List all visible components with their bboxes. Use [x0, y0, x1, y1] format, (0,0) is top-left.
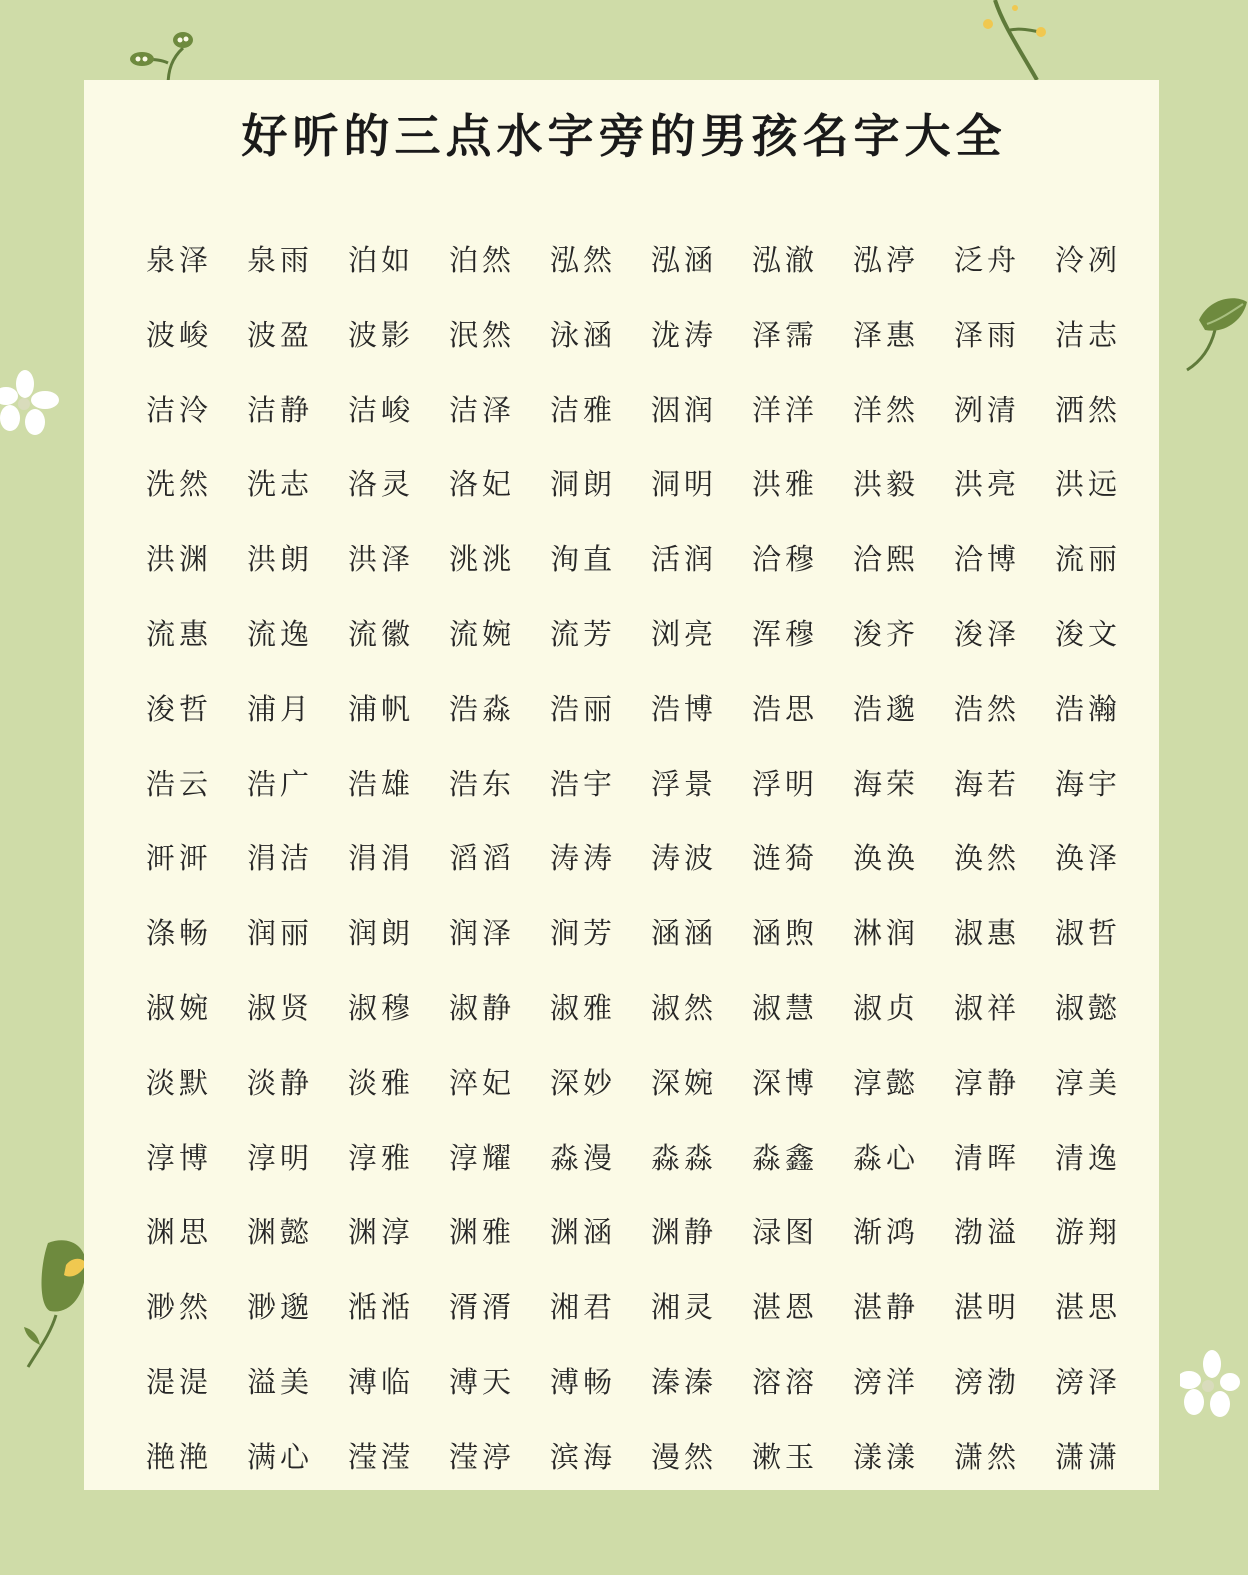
name-item: 涣涣 [853, 841, 920, 876]
name-item: 浩博 [651, 691, 718, 726]
name-item: 浦月 [247, 691, 314, 726]
name-item: 淳耀 [449, 1140, 516, 1175]
name-item: 润泽 [449, 916, 516, 951]
name-item: 泽霈 [752, 317, 819, 352]
name-item: 洪远 [1055, 467, 1122, 502]
name-item: 渊涵 [550, 1215, 617, 1250]
name-item: 渊懿 [247, 1215, 314, 1250]
name-item: 渊淳 [348, 1215, 415, 1250]
name-item: 湛恩 [752, 1290, 819, 1325]
name-item: 泓渟 [853, 243, 920, 277]
tulip-decoration-left [20, 1235, 86, 1370]
name-item: 浩淼 [449, 691, 516, 726]
name-item: 溶溶 [752, 1364, 819, 1399]
name-item: 洁雅 [550, 392, 617, 427]
name-item: 溥天 [449, 1364, 516, 1399]
white-flower-left [0, 370, 60, 440]
name-item: 淼心 [853, 1140, 920, 1175]
name-item: 滢渟 [449, 1439, 516, 1474]
name-item: 涵涵 [651, 916, 718, 951]
name-item: 洮洮 [449, 542, 516, 577]
name-item: 涧芳 [550, 916, 617, 951]
name-item: 淼漫 [550, 1140, 617, 1175]
name-item: 滢滢 [348, 1439, 415, 1474]
name-item: 洁志 [1055, 317, 1122, 352]
name-item: 洌清 [954, 392, 1021, 427]
name-item: 淼鑫 [752, 1140, 819, 1175]
name-item: 淳雅 [348, 1140, 415, 1175]
name-item: 泳涵 [550, 317, 617, 352]
name-item: 渊思 [146, 1215, 213, 1250]
name-item: 泛舟 [954, 243, 1021, 277]
name-item: 淳静 [954, 1065, 1021, 1100]
name-item: 淡默 [146, 1065, 213, 1100]
name-item: 洽熙 [853, 542, 920, 577]
name-item: 洪泽 [348, 542, 415, 577]
name-item: 泓然 [550, 243, 617, 277]
name-item: 淑慧 [752, 990, 819, 1025]
names-grid [146, 232, 1156, 1504]
name-item: 深博 [752, 1065, 819, 1100]
name-item: 淑雅 [550, 990, 617, 1025]
name-item: 溥临 [348, 1364, 415, 1399]
name-item: 涣泽 [1055, 841, 1122, 876]
name-item: 流丽 [1055, 542, 1122, 577]
name-item: 泯然 [449, 317, 516, 352]
white-flower-right [1180, 1350, 1240, 1420]
name-item: 洛灵 [348, 467, 415, 502]
name-item: 淑静 [449, 990, 516, 1025]
name-item: 滂洋 [853, 1364, 920, 1399]
name-item: 游翔 [1055, 1215, 1122, 1250]
name-item: 润丽 [247, 916, 314, 951]
name-item: 涣然 [954, 841, 1021, 876]
sprout-decoration [128, 28, 198, 88]
name-item: 清晖 [954, 1140, 1021, 1175]
leaf-decoration-right [1185, 290, 1248, 375]
name-item: 淑穆 [348, 990, 415, 1025]
name-item: 流惠 [146, 616, 213, 651]
name-item: 淳懿 [853, 1065, 920, 1100]
name-item: 浚文 [1055, 616, 1122, 651]
name-item: 涛涛 [550, 841, 617, 876]
name-item: 洵直 [550, 542, 617, 577]
name-item: 浑穆 [752, 616, 819, 651]
name-item: 潇潇 [1055, 1439, 1122, 1474]
name-item: 滨海 [550, 1439, 617, 1474]
page-title: 好听的三点水字旁的男孩名字大全 [241, 109, 1007, 163]
name-item: 浦帆 [348, 691, 415, 726]
name-item: 溱溱 [651, 1364, 718, 1399]
name-item: 淑哲 [1055, 916, 1122, 951]
name-item: 波盈 [247, 317, 314, 352]
name-item: 淑贤 [247, 990, 314, 1025]
name-item: 湘君 [550, 1290, 617, 1325]
name-item: 泠冽 [1055, 243, 1122, 277]
name-item: 润朗 [348, 916, 415, 951]
name-item: 涵煦 [752, 916, 819, 951]
name-item: 渌图 [752, 1215, 819, 1250]
name-item: 淑惠 [954, 916, 1021, 951]
name-item: 洛妃 [449, 467, 516, 502]
name-item: 洋洋 [752, 392, 819, 427]
name-item: 浚泽 [954, 616, 1021, 651]
name-item: 滂泽 [1055, 1364, 1122, 1399]
name-item: 洁泠 [146, 392, 213, 427]
name-item: 浚齐 [853, 616, 920, 651]
name-item: 湛思 [1055, 1290, 1122, 1325]
name-item: 洪亮 [954, 467, 1021, 502]
name-item: 洪渊 [146, 542, 213, 577]
name-item: 湜湜 [146, 1364, 213, 1399]
name-item: 浩云 [146, 766, 213, 801]
name-item: 淋润 [853, 916, 920, 951]
name-item: 洒然 [1055, 392, 1122, 427]
name-item: 波影 [348, 317, 415, 352]
name-item: 浮明 [752, 766, 819, 801]
name-item: 洪朗 [247, 542, 314, 577]
name-item: 渊静 [651, 1215, 718, 1250]
name-item: 海荣 [853, 766, 920, 801]
name-item: 泷涛 [651, 317, 718, 352]
name-item: 泊如 [348, 243, 415, 277]
name-item: 洇润 [651, 392, 718, 427]
name-item: 波峻 [146, 317, 213, 352]
name-item: 深妙 [550, 1065, 617, 1100]
name-item: 湛明 [954, 1290, 1021, 1325]
name-item: 湘灵 [651, 1290, 718, 1325]
name-item: 浩瀚 [1055, 691, 1122, 726]
name-item: 淑懿 [1055, 990, 1122, 1025]
name-item: 滟滟 [146, 1439, 213, 1474]
name-item: 淡雅 [348, 1065, 415, 1100]
name-item: 满心 [247, 1439, 314, 1474]
name-item: 浮景 [651, 766, 718, 801]
name-item: 滂渤 [954, 1364, 1021, 1399]
name-item: 浚哲 [146, 691, 213, 726]
name-item: 漱玉 [752, 1439, 819, 1474]
name-item: 渺邈 [247, 1290, 314, 1325]
name-item: 泉雨 [247, 243, 314, 277]
name-item: 洗志 [247, 467, 314, 502]
name-item: 浩然 [954, 691, 1021, 726]
name-item: 涛波 [651, 841, 718, 876]
name-item: 洪雅 [752, 467, 819, 502]
name-item: 淑祥 [954, 990, 1021, 1025]
name-item: 湉湉 [348, 1290, 415, 1325]
name-item: 涟猗 [752, 841, 819, 876]
name-item: 洞朗 [550, 467, 617, 502]
name-item: 溢美 [247, 1364, 314, 1399]
name-item: 泓涵 [651, 243, 718, 277]
name-item: 泓澈 [752, 243, 819, 277]
name-item: 渺然 [146, 1290, 213, 1325]
name-item: 泽惠 [853, 317, 920, 352]
name-item: 浩东 [449, 766, 516, 801]
name-item: 淑然 [651, 990, 718, 1025]
name-item: 洽博 [954, 542, 1021, 577]
name-item: 深婉 [651, 1065, 718, 1100]
name-item: 湑湑 [449, 1290, 516, 1325]
name-item: 漾漾 [853, 1439, 920, 1474]
name-item: 泽雨 [954, 317, 1021, 352]
name-item: 涓洁 [247, 841, 314, 876]
name-item: 洽穆 [752, 542, 819, 577]
name-item: 流芳 [550, 616, 617, 651]
name-item: 浩丽 [550, 691, 617, 726]
name-item: 淳美 [1055, 1065, 1122, 1100]
name-item: 淡静 [247, 1065, 314, 1100]
name-item: 流婉 [449, 616, 516, 651]
name-item: 洪毅 [853, 467, 920, 502]
name-item: 淑贞 [853, 990, 920, 1025]
name-item: 清逸 [1055, 1140, 1122, 1175]
name-item: 渊雅 [449, 1215, 516, 1250]
name-item: 活润 [651, 542, 718, 577]
name-item: 泉泽 [146, 243, 213, 277]
name-item: 洞明 [651, 467, 718, 502]
name-item: 洁峻 [348, 392, 415, 427]
name-item: 渤溢 [954, 1215, 1021, 1250]
name-item: 溥畅 [550, 1364, 617, 1399]
name-item: 淼淼 [651, 1140, 718, 1175]
name-item: 浩广 [247, 766, 314, 801]
name-item: 浩雄 [348, 766, 415, 801]
branch-decoration [975, 0, 1055, 82]
name-item: 洋然 [853, 392, 920, 427]
name-item: 潇然 [954, 1439, 1021, 1474]
name-item: 漫然 [651, 1439, 718, 1474]
name-item: 涓涓 [348, 841, 415, 876]
name-item: 涤畅 [146, 916, 213, 951]
name-item: 流徽 [348, 616, 415, 651]
name-item: 淑婉 [146, 990, 213, 1025]
name-item: 洁泽 [449, 392, 516, 427]
name-item: 淳博 [146, 1140, 213, 1175]
name-item: 滔滔 [449, 841, 516, 876]
name-item: 浩邈 [853, 691, 920, 726]
name-item: 流逸 [247, 616, 314, 651]
name-item: 海若 [954, 766, 1021, 801]
name-item: 湛静 [853, 1290, 920, 1325]
name-item: 洁静 [247, 392, 314, 427]
name-item: 淬妃 [449, 1065, 516, 1100]
name-item: 涆涆 [146, 841, 213, 876]
name-item: 海宇 [1055, 766, 1122, 801]
name-item: 浩宇 [550, 766, 617, 801]
name-item: 渐鸿 [853, 1215, 920, 1250]
name-item: 洗然 [146, 467, 213, 502]
name-item: 浏亮 [651, 616, 718, 651]
name-item: 泊然 [449, 243, 516, 277]
name-item: 淳明 [247, 1140, 314, 1175]
name-item: 浩思 [752, 691, 819, 726]
